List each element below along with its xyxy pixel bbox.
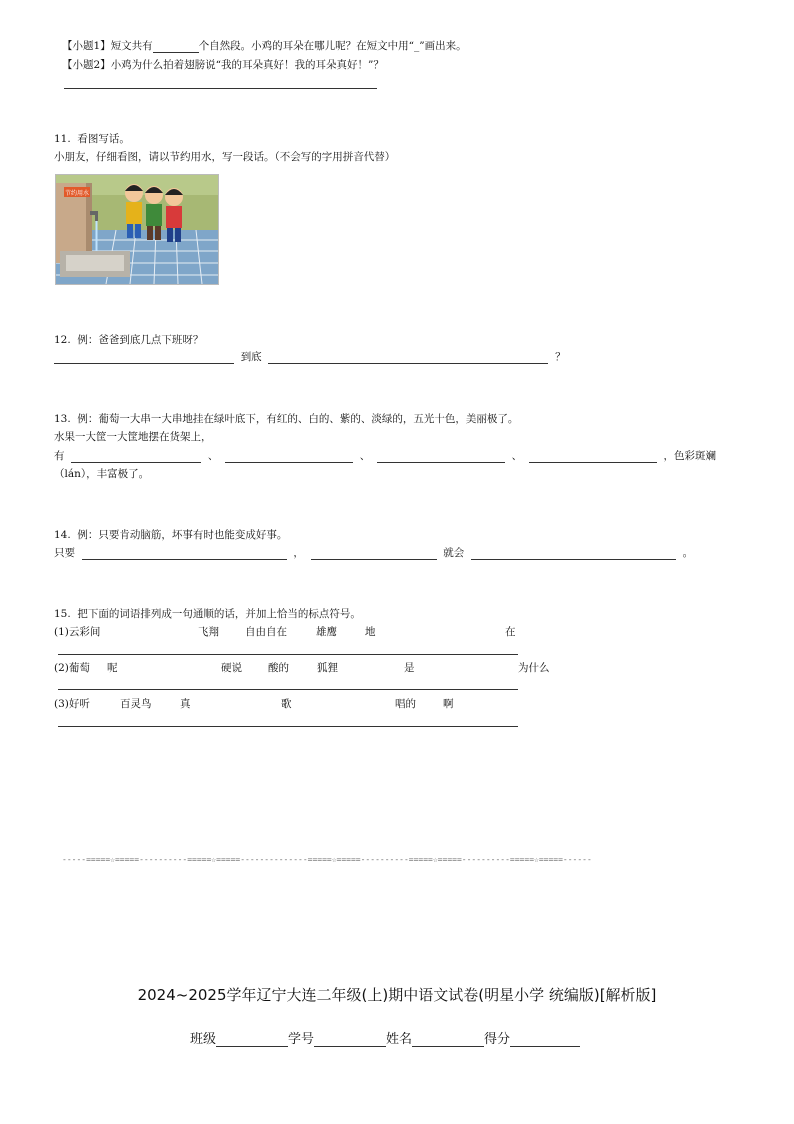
question-12-answer-row (54, 350, 566, 364)
row-start-text: 只要 (54, 547, 75, 559)
row-start-text: 有 (54, 450, 65, 462)
answer-blank[interactable] (225, 451, 353, 463)
question-example: 例：只要肯动脑筋，坏事有时也能变成好事。 (77, 529, 288, 541)
answer-blank[interactable] (311, 548, 437, 560)
question-13-answer-row (54, 449, 716, 463)
subquestion-1-label: 【小题1】 (62, 40, 111, 52)
end-punctuation: 。 (682, 547, 694, 559)
water-saving-illustration (55, 174, 219, 285)
question-number: 11. (54, 133, 71, 145)
word: 为什么 (518, 662, 550, 674)
answer-blank[interactable] (268, 352, 548, 364)
answer-blank[interactable] (471, 548, 676, 560)
question-example: 例：葡萄一大串一大串地挂在绿叶底下，有红的、白的、紫的、淡绿的，五光十色，美丽极了。 (77, 413, 519, 425)
answer-line[interactable] (64, 88, 377, 89)
word: 狐狸 (317, 662, 338, 674)
word: 是 (404, 662, 415, 674)
question-title: 看图写话。 (77, 133, 130, 145)
page-title: 2024~2025学年辽宁大连二年级(上)期中语文试卷(明星小学 统编版)[解析版] (137, 986, 657, 1004)
keyword-text: 到底 (240, 351, 262, 363)
question-11-heading (54, 132, 130, 146)
end-punctuation: ？ (555, 351, 566, 363)
question-11-prompt: 小朋友，仔细看图，请以节约用水，写一段话。（不会写的字用拼音代替） (54, 151, 396, 163)
word: 歌 (281, 698, 292, 710)
word: 葡萄 (68, 662, 90, 674)
answer-line[interactable] (58, 689, 518, 690)
separator: 、 (359, 450, 371, 462)
question-number: 12. (54, 334, 71, 346)
student-info-row (190, 1028, 580, 1047)
row-end-text: ，色彩斑斓 (663, 450, 716, 462)
subquestion-2 (62, 58, 384, 72)
item-label: (3) (54, 698, 69, 710)
word: 云彩间 (68, 626, 101, 638)
separator: 、 (207, 450, 219, 462)
question-number: 13. (54, 413, 71, 425)
subquestion-2-text: 小鸡为什么拍着翅膀说“我的耳朵真好！我的耳朵真好！”？ (110, 59, 384, 71)
list-item (54, 625, 100, 639)
score-field[interactable] (510, 1033, 580, 1047)
student-id-label: 学号 (288, 1032, 315, 1047)
answer-blank[interactable] (54, 352, 234, 364)
question-example: 例：爸爸到底几点下班呀？ (77, 334, 204, 346)
word: 唱的 (395, 698, 416, 710)
class-label: 班级 (190, 1032, 217, 1047)
keyword-text: 就会 (443, 547, 465, 559)
question-number: 15. (54, 608, 71, 620)
question-14-answer-row (54, 546, 693, 560)
student-id-field[interactable] (314, 1033, 386, 1047)
answer-blank[interactable] (153, 41, 199, 53)
question-12-heading (54, 333, 203, 347)
item-label: (2) (54, 662, 69, 674)
subquestion-1-text-a: 短文共有 (110, 40, 153, 52)
item-label: (1) (54, 626, 69, 638)
score-label: 得分 (484, 1032, 511, 1047)
question-13-line-2: 水果一大筐一大筐地摆在货架上， (54, 431, 212, 443)
question-13-heading (54, 412, 518, 426)
list-item (54, 661, 90, 675)
separator: 、 (511, 450, 523, 462)
word: 好听 (68, 698, 90, 710)
subquestion-1 (62, 39, 467, 53)
comma: ， (293, 547, 304, 559)
class-field[interactable] (216, 1033, 288, 1047)
word: 飞翔 (198, 626, 219, 638)
answer-line[interactable] (58, 726, 518, 727)
question-instruction: 把下面的词语排列成一句通顺的话，并加上恰当的标点符号。 (77, 608, 361, 620)
question-13-line-4: （lán），丰富极了。 (54, 468, 150, 480)
answer-blank[interactable] (71, 451, 201, 463)
word: 在 (505, 626, 516, 638)
list-item (54, 697, 90, 711)
word: 地 (365, 626, 376, 638)
answer-blank[interactable] (529, 451, 657, 463)
subquestion-2-label: 【小题2】 (62, 59, 111, 71)
word: 酸的 (268, 662, 289, 674)
word: 自由自在 (245, 626, 287, 638)
answer-line[interactable] (58, 654, 518, 655)
word: 硬说 (221, 662, 242, 674)
word: 真 (180, 698, 191, 710)
word: 呢 (107, 662, 118, 674)
answer-blank[interactable] (377, 451, 505, 463)
word: 雄鹰 (316, 626, 337, 638)
page-divider: -----=====☆=====----------=====☆=====--------------=====☆=====----------=====☆=====----------=====☆=====------ (62, 855, 592, 864)
name-label: 姓名 (386, 1032, 413, 1047)
word: 百灵鸟 (120, 698, 152, 710)
sign-text: 节约用水 (64, 190, 90, 197)
question-number: 14. (54, 529, 71, 541)
subquestion-1-text-b: 个自然段。小鸡的耳朵在哪儿呢？在短文中用“_”画出来。 (198, 40, 467, 52)
answer-blank[interactable] (82, 548, 287, 560)
question-15-heading (54, 607, 361, 621)
question-14-heading (54, 528, 287, 542)
word: 啊 (443, 698, 454, 710)
name-field[interactable] (412, 1033, 484, 1047)
